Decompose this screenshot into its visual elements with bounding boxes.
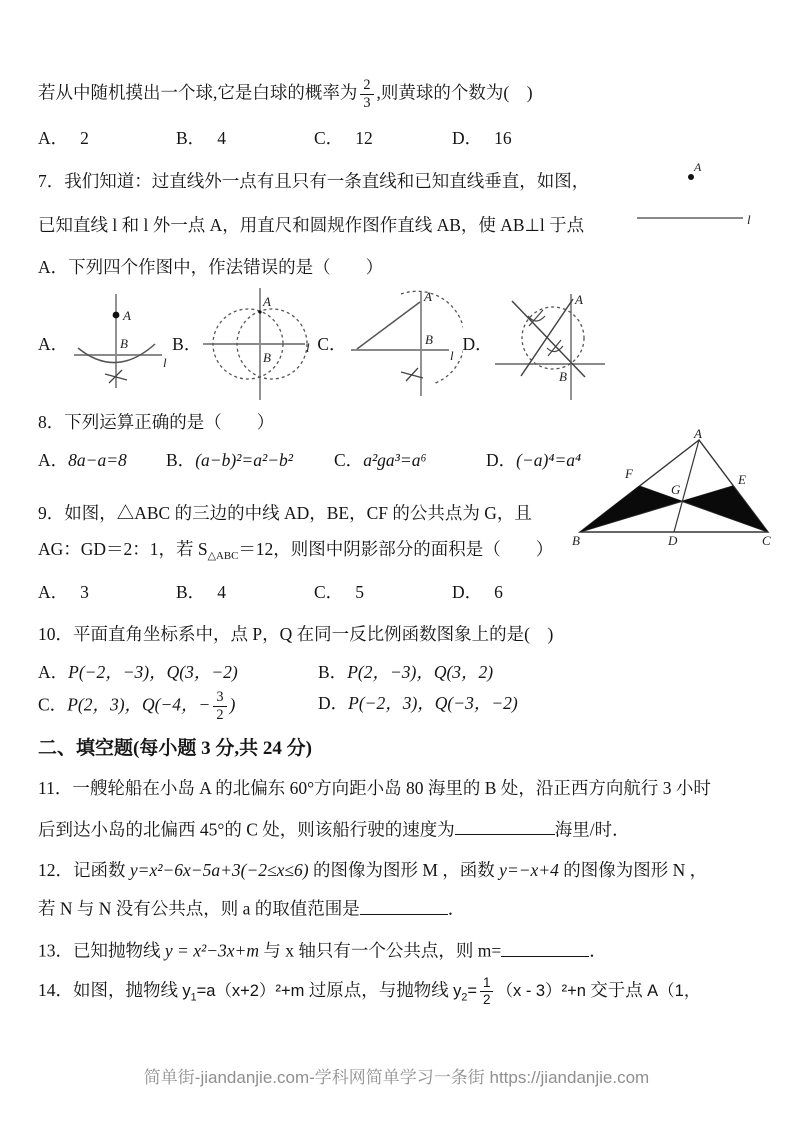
svg-text:A: A	[123, 307, 132, 323]
question-12-line2	[38, 896, 753, 921]
q11-line2-post: 海里/时．	[554, 819, 630, 839]
q7-construction-figure-b	[203, 286, 317, 402]
question-7-line3: A．下列四个作图中，作法错误的是（ ）	[38, 257, 384, 278]
option-label: B．	[176, 128, 206, 149]
option-text-pre: P(2，3)，Q(−4，−	[67, 694, 211, 715]
q9-option-c	[314, 579, 452, 604]
option-text: 2	[80, 128, 89, 149]
q7-fig-b-letter: B．	[172, 334, 202, 355]
question-6-options	[38, 125, 753, 150]
point-e-label: E	[738, 472, 746, 487]
question-13	[38, 938, 753, 963]
svg-text:B: B	[558, 368, 567, 384]
shaded-region-bfg	[580, 486, 682, 532]
q6-stem-pre: 若从中随机摸出一个球,它是白球的概率为	[38, 82, 358, 103]
fraction-numerator: 1	[480, 976, 494, 992]
option-label: D．	[318, 693, 349, 714]
question-12-line1	[38, 859, 753, 883]
fraction-one-half	[480, 976, 494, 1007]
q8-option-b	[166, 447, 334, 472]
q14-text: 交于点	[585, 980, 648, 1001]
vertex-c-label: C	[762, 533, 771, 546]
q7-construction-figures	[38, 284, 753, 404]
option-label: C．	[314, 581, 344, 602]
option-label: B．	[166, 449, 196, 470]
point-a-dot	[688, 174, 694, 180]
vertex-b-label: B	[572, 533, 580, 546]
point-g-label: G	[671, 482, 681, 497]
q14-text: 14．如图，抛物线	[38, 980, 183, 1001]
svg-text:B: B	[120, 335, 129, 351]
option-text: (−a)⁴=a⁴	[516, 449, 582, 470]
svg-text:A: A	[263, 293, 272, 309]
option-label: A．	[38, 581, 69, 602]
q6-option-d	[452, 125, 512, 150]
option-label: D．	[486, 449, 517, 470]
question-7-line1: 7．我们知道：过直线外一点有且只有一条直线和已知直线垂直，如图，	[38, 171, 590, 192]
option-text: 6	[494, 581, 503, 602]
option-text: P(−2，3)，Q(−3，−2)	[348, 693, 518, 714]
q12-text: 的图像为图形 N ，	[558, 859, 708, 880]
q9-option-b	[176, 579, 314, 604]
q9-line2-pre: AG：GD＝2：1，若 S	[38, 539, 208, 560]
q12-line2-pre: 若 N 与 N 没有公共点，则 a 的取值范围是	[38, 898, 360, 919]
q9-line2-post: ＝12，则图中阴影部分的面积是（ ）	[238, 539, 554, 560]
q9-option-d	[452, 579, 503, 604]
option-text-post: )	[229, 694, 236, 715]
q14-y1-body: =a（x+2）²+m	[196, 982, 305, 1001]
line-l-label: l	[747, 212, 751, 227]
q6-option-b	[176, 125, 314, 150]
q14-y1-subscript: 1	[190, 991, 197, 1004]
option-text: 8a−a=8	[68, 449, 127, 470]
fraction-denominator: 2	[216, 707, 224, 724]
q12-formula-n: y=−x+4	[499, 859, 559, 880]
q14-y2: y	[453, 982, 462, 1001]
q13-formula: y = x²−3x+m	[164, 940, 259, 961]
q11-line2-pre: 后到达小岛的北偏西 45°的 C 处，则该船行驶的速度为	[38, 819, 455, 839]
vertex-a-label: A	[694, 428, 702, 441]
q7-construction-figure-c	[349, 286, 463, 402]
q14-y2-body: （x - 3）²+n	[496, 982, 586, 1001]
q8-option-d	[486, 447, 581, 472]
option-label: C．	[334, 449, 364, 470]
answer-blank	[455, 817, 555, 835]
q14-y1: y	[182, 982, 191, 1001]
option-text: P(2，−3)，Q(3，2)	[347, 662, 494, 683]
fraction-denominator: 3	[363, 95, 371, 112]
q6-option-c	[314, 125, 452, 150]
option-text: 12	[355, 128, 373, 149]
q8-option-a	[38, 447, 166, 472]
q7-construction-figure-a	[70, 286, 172, 402]
q10-option-c	[38, 690, 318, 723]
q6-option-a	[38, 125, 176, 150]
option-label: D．	[452, 581, 483, 602]
point-d-label: D	[668, 533, 678, 546]
fraction-numerator: 3	[213, 690, 226, 707]
q7-point-line-figure	[631, 160, 761, 238]
svg-text:l: l	[163, 354, 167, 370]
option-text: 4	[217, 581, 226, 602]
answer-blank	[501, 938, 589, 956]
q7-construction-figure-d	[495, 286, 609, 402]
q7-fig-d-letter: D．	[462, 334, 493, 355]
option-label: B．	[176, 581, 206, 602]
fraction-two-thirds	[360, 78, 373, 111]
point-a-label: A	[694, 160, 702, 174]
option-label: A．	[38, 662, 69, 683]
q9-triangle-figure	[572, 428, 777, 546]
question-9-options	[38, 579, 753, 604]
section-2-header: 二、填空题(每小题 3 分,共 24 分)	[38, 738, 312, 760]
q14-point-a: A（1，	[647, 982, 701, 1001]
q7-fig-a-letter: A．	[38, 334, 69, 355]
option-text: a²ga³=a⁶	[363, 449, 427, 470]
q12-text: 的图像为图形 M ，函数	[308, 859, 500, 880]
q14-formula-y2	[453, 975, 586, 1008]
question-7-line2: 已知直线 l 和 l 外一点 A，用直尺和圆规作图作直线 AB，使 AB⊥l 于点	[38, 214, 585, 235]
question-10-options-row1	[38, 659, 753, 684]
question-14	[38, 976, 753, 1007]
q12-formula-m: y=x²−6x−5a+3(−2≤x≤6)	[129, 859, 309, 880]
question-6-stem	[38, 78, 753, 111]
svg-text:A: A	[574, 291, 583, 307]
option-text: 5	[355, 581, 364, 602]
svg-text:l: l	[449, 347, 454, 363]
q10-option-b	[318, 659, 493, 684]
option-text: P(−2，−3)，Q(3，−2)	[68, 662, 238, 683]
option-text: 3	[80, 581, 89, 602]
question-11-line1: 11．一艘轮船在小岛 A 的北偏东 60°方向距小岛 80 海里的 B 处，沿正西方向航行 3 小时	[38, 778, 711, 798]
q6-stem-post: ,则黄球的个数为( )	[376, 82, 533, 103]
q14-y2-subscript: 2	[461, 991, 468, 1004]
q13-text: ．	[589, 940, 607, 961]
svg-text:B: B	[263, 349, 272, 365]
option-label: A．	[38, 449, 69, 470]
q13-text: 与 x 轴只有一个公共点，则 m=	[259, 940, 502, 961]
question-8-stem: 8．下列运算正确的是（ ）	[38, 411, 275, 432]
q14-text: 过原点，与抛物线	[304, 980, 454, 1001]
site-watermark: 简单街-jiandanjie.com-学科网简单学习一条街 https://jiandanjie.com	[143, 1068, 650, 1087]
q9-subscript-abc: △ABC	[207, 550, 239, 563]
point-f-label: F	[625, 466, 633, 481]
fraction-three-halves	[213, 690, 226, 723]
question-11-line2	[38, 817, 753, 842]
question-9-line1: 9．如图，△ABC 的三边的中线 AD，BE，CF 的公共点为 G，且	[38, 502, 532, 523]
q7-fig-c-letter: C．	[317, 334, 347, 355]
q14-equals: =	[467, 982, 477, 1001]
svg-text:B: B	[424, 331, 433, 347]
q8-option-c	[334, 447, 486, 472]
option-label: C．	[38, 694, 68, 715]
answer-blank	[360, 896, 448, 914]
q13-text: 13．已知抛物线	[38, 940, 165, 961]
shaded-region-gec	[682, 486, 768, 532]
option-label: A．	[38, 128, 69, 149]
question-10-options-row2	[38, 690, 753, 723]
fraction-numerator: 2	[360, 78, 373, 95]
fraction-denominator: 2	[482, 992, 491, 1008]
option-text: 16	[494, 128, 512, 149]
q12-text: 12．记函数	[38, 859, 130, 880]
option-text: (a−b)²=a²−b²	[195, 449, 294, 470]
svg-text:l: l	[306, 339, 310, 355]
option-text: 4	[217, 128, 226, 149]
q10-option-a	[38, 659, 318, 684]
question-10-stem: 10．平面直角坐标系中，点 P，Q 在同一反比例函数图象上的是( )	[38, 623, 554, 644]
option-label: C．	[314, 128, 344, 149]
svg-text:A: A	[423, 288, 432, 304]
q14-formula-y1	[182, 982, 305, 1004]
option-label: D．	[452, 128, 483, 149]
q10-option-d	[318, 690, 518, 723]
q9-option-a	[38, 579, 176, 604]
q12-line2-post: ．	[447, 898, 466, 919]
option-label: B．	[318, 662, 348, 683]
